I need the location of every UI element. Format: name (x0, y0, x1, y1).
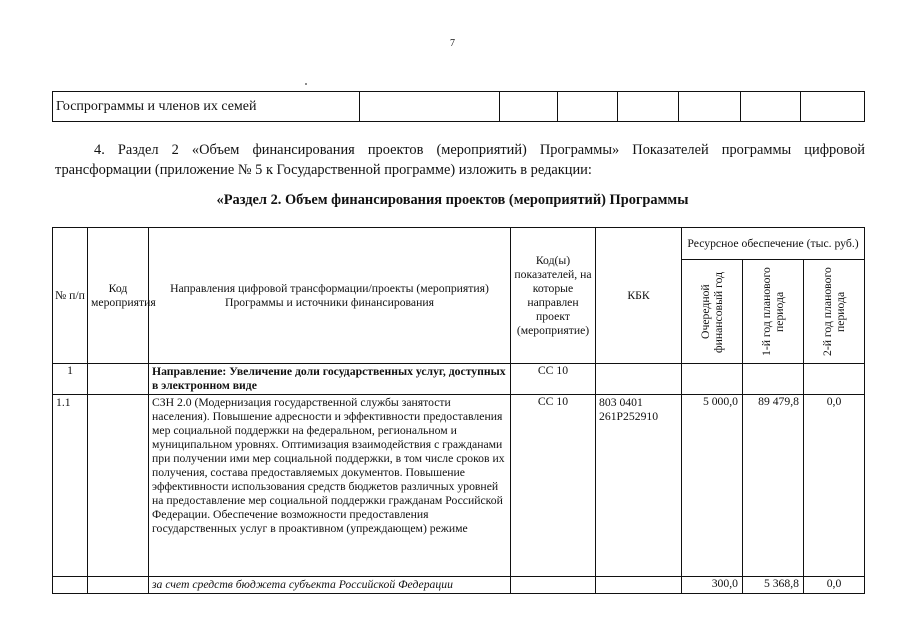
scan-speck (305, 83, 307, 85)
row-text: за счет средств бюджета субъекта Российской Федерации (149, 577, 511, 594)
header-year1-label: 1-й год планового периода (760, 267, 786, 356)
row-text: Направление: Увеличение доли государственных услуг, доступных в электронном виде (149, 364, 511, 395)
table-row (53, 395, 865, 577)
header-resources: Ресурсное обеспечение (тыс. руб.) (682, 228, 865, 260)
row-y1 (743, 364, 804, 395)
empty-cell (618, 92, 679, 122)
empty-cell (360, 92, 500, 122)
header-year1 (743, 260, 804, 364)
header-year0 (682, 260, 743, 364)
empty-cell (500, 92, 558, 122)
continuation-table (52, 91, 865, 122)
header-kbk: КБК (596, 228, 682, 364)
header-num: № п/п (53, 228, 88, 364)
row-kbk: 803 0401 261Р252910 (596, 395, 682, 577)
row-num: 1 (53, 364, 88, 395)
empty-cell (679, 92, 741, 122)
table-row (53, 364, 865, 395)
page-number: 7 (450, 38, 455, 49)
row-y2: 0,0 (804, 577, 865, 594)
row-y2: 0,0 (804, 395, 865, 577)
financing-table (52, 227, 865, 594)
header-year2-label: 2-й год планового периода (821, 267, 848, 356)
table-row (53, 577, 865, 594)
header-code: Код мероприятия (88, 228, 149, 364)
row-code (88, 577, 149, 594)
row-y1: 5 368,8 (743, 577, 804, 594)
row-y0: 300,0 (682, 577, 743, 594)
header-year0-label: Очередной финансовый год (699, 270, 725, 353)
row-y1: 89 479,8 (743, 395, 804, 577)
header-indicators: Код(ы) показателей, на которые направлен проект (мероприятие) (511, 228, 596, 364)
empty-cell (741, 92, 801, 122)
row-kbk (596, 364, 682, 395)
row-indicator (511, 577, 596, 594)
row-num: 1.1 (53, 395, 88, 577)
row-kbk (596, 577, 682, 594)
row-y0: 5 000,0 (682, 395, 743, 577)
section-title: «Раздел 2. Объем финансирования проектов (мероприятий) Программы (216, 192, 689, 208)
row-num (53, 577, 88, 594)
row-code (88, 395, 149, 577)
row-y0 (682, 364, 743, 395)
empty-cell (558, 92, 618, 122)
row-text: СЗН 2.0 (Модернизация государственной службы занятости населения). Повышение адресности и эффективности предоставления мер социальной поддержки на федеральном, региональном и муниципальном уровнях. Оптимизация взаимодействия с гражданами при получении ими мер социальной поддержки, в том числе сроков их получения, состава предоставляемых документов. Повышение эффективности использования средств бюджетов различных уровней на предоставление мер социальной поддержки гражданам Российской Федерации. Обеспечение возможности предоставления государственных услуг в проактивном (упреждающем) режиме (149, 395, 511, 577)
row-code (88, 364, 149, 395)
amendment-paragraph: 4. Раздел 2 «Объем финансирования проектов (мероприятий) Программы» Показателей программы цифровой трансформации (приложение № 5 к Государственной программе) изложить в редакции: (55, 142, 865, 178)
row-indicator: СС 10 (511, 395, 596, 577)
header-year2 (804, 260, 865, 364)
continuation-cell: Госпрограммы и членов их семей (53, 92, 360, 122)
row-indicator: СС 10 (511, 364, 596, 395)
row-y2 (804, 364, 865, 395)
header-direction: Направления цифровой трансформации/проекты (мероприятия) Программы и источники финансирования (149, 228, 511, 364)
empty-cell (801, 92, 865, 122)
